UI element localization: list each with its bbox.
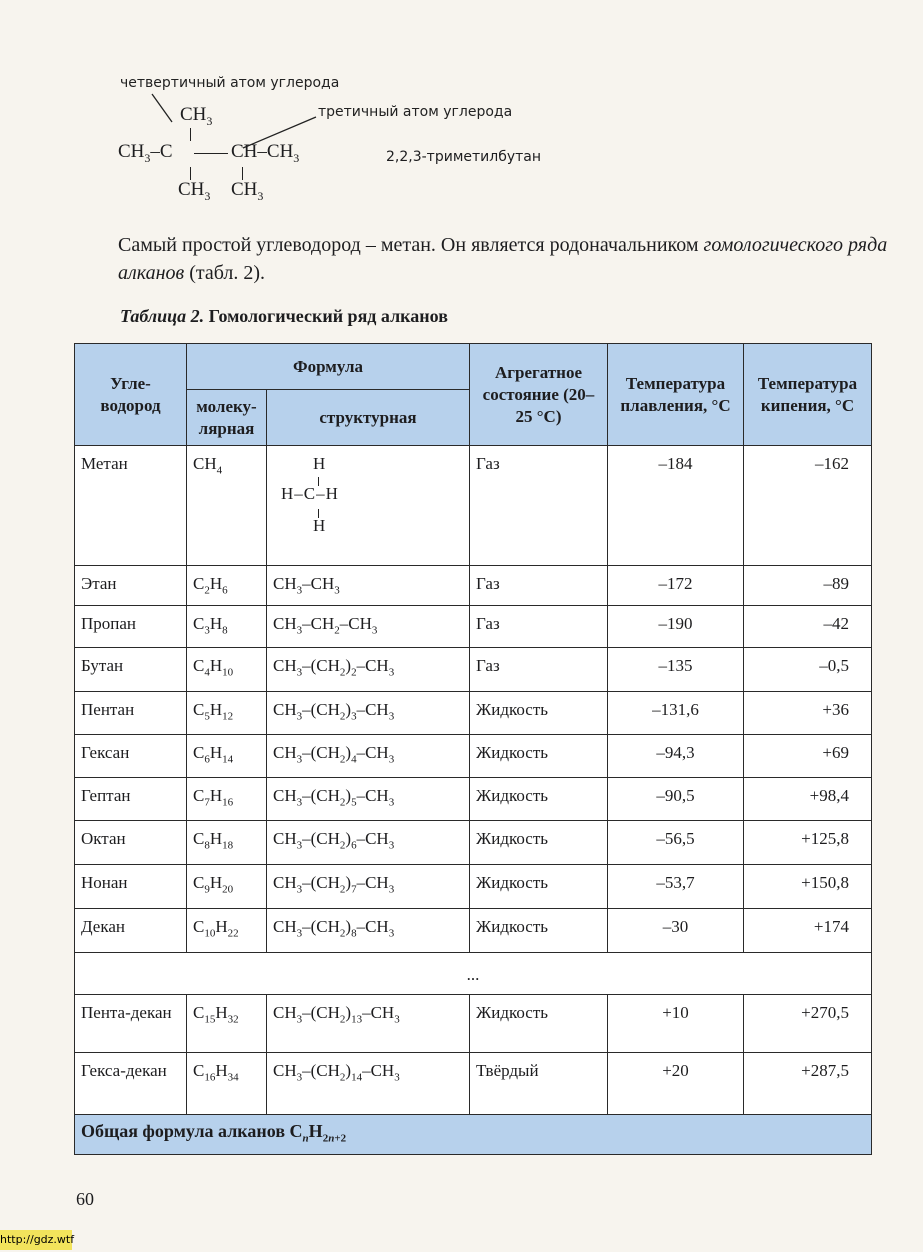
cell-molecular: $C_5H_{12}$ <box>187 692 267 735</box>
cell-boiling: +36 <box>744 692 872 735</box>
table-footer <box>75 1115 872 1155</box>
page-number: 60 <box>76 1189 94 1209</box>
cell-boiling: –162 <box>744 446 872 566</box>
cell-melting: –184 <box>608 446 744 566</box>
cell-boiling: +287,5 <box>744 1053 872 1115</box>
table-row <box>75 865 872 909</box>
header-formula: Формула <box>187 344 470 390</box>
cell-state: Жидкость <box>470 995 608 1053</box>
cell-state: Газ <box>470 566 608 606</box>
table-row <box>75 995 872 1053</box>
cell-structural: $CH_3-(CH_2)_8-CH_3$ <box>267 909 470 953</box>
cell-molecular: $C_3H_8$ <box>187 606 267 648</box>
alkanes-table <box>74 343 872 1155</box>
cell-structural: $CH_3-(CH_2)_5-CH_3$ <box>267 778 470 821</box>
cell-name: Пента-декан <box>75 995 187 1053</box>
cell-boiling: +98,4 <box>744 778 872 821</box>
cell-molecular: $C_9H_{20}$ <box>187 865 267 909</box>
cell-boiling: –89 <box>744 566 872 606</box>
cell-melting: –172 <box>608 566 744 606</box>
table-row <box>75 1053 872 1115</box>
cell-structural: $CH_3-(CH_2)_2-CH_3$ <box>267 648 470 692</box>
cell-structural: $CH_3-(CH_2)_3-CH_3$ <box>267 692 470 735</box>
table-row <box>75 648 872 692</box>
cell-state: Газ <box>470 446 608 566</box>
header-hydrocarbon: Угле-водород <box>75 344 187 446</box>
table-row <box>75 692 872 735</box>
cell-name: Пропан <box>75 606 187 648</box>
cell-structural: $CH_3-(CH_2)_4-CH_3$ <box>267 735 470 778</box>
cell-melting: –90,5 <box>608 778 744 821</box>
cell-boiling: +150,8 <box>744 865 872 909</box>
cell-name: Бутан <box>75 648 187 692</box>
cell-state: Газ <box>470 606 608 648</box>
cell-name: Нонан <box>75 865 187 909</box>
table-row <box>75 606 872 648</box>
cell-state: Газ <box>470 648 608 692</box>
cell-boiling: +174 <box>744 909 872 953</box>
cell-state: Жидкость <box>470 909 608 953</box>
cell-melting: –56,5 <box>608 821 744 865</box>
table-row <box>75 909 872 953</box>
ellipsis-cell: ... <box>75 953 872 995</box>
cell-name: Пентан <box>75 692 187 735</box>
cell-melting: –190 <box>608 606 744 648</box>
cell-name: Этан <box>75 566 187 606</box>
cell-melting: –131,6 <box>608 692 744 735</box>
cell-boiling: –0,5 <box>744 648 872 692</box>
cell-molecular: $C_{16}H_{34}$ <box>187 1053 267 1115</box>
cell-structural: $CH_3-(CH_2)_6-CH_3$ <box>267 821 470 865</box>
table-caption: Таблица 2. Гомологический ряд алканов <box>120 306 448 326</box>
cell-boiling: +69 <box>744 735 872 778</box>
cell-structural: $CH_3-(CH_2)_{14}-CH_3$ <box>267 1053 470 1115</box>
cell-molecular: $C_2H_6$ <box>187 566 267 606</box>
table-row <box>75 566 872 606</box>
cell-molecular: $C_7H_{16}$ <box>187 778 267 821</box>
cell-melting: –94,3 <box>608 735 744 778</box>
cell-name: Декан <box>75 909 187 953</box>
cell-name: Гептан <box>75 778 187 821</box>
cell-name: Метан <box>75 446 187 566</box>
header-melting: Температура плавления, °С <box>608 344 744 446</box>
cell-state: Жидкость <box>470 692 608 735</box>
cell-structural: $CH_3-CH_3$ <box>267 566 470 606</box>
cell-molecular: $C_4H_{10}$ <box>187 648 267 692</box>
cell-state: Жидкость <box>470 865 608 909</box>
cell-structural: $CH_3-(CH_2)_7-CH_3$ <box>267 865 470 909</box>
general-formula: Общая формула алканов $C_nH_{2n+2}$ <box>75 1115 872 1155</box>
table-row <box>75 446 872 566</box>
label-quaternary-carbon: четвертичный атом углерода <box>120 75 340 91</box>
cell-melting: –135 <box>608 648 744 692</box>
cell-name: Гекса-декан <box>75 1053 187 1115</box>
cell-molecular: $C_8H_{18}$ <box>187 821 267 865</box>
label-tertiary-carbon: третичный атом углерода <box>318 104 513 120</box>
label-pointer-lines <box>0 0 923 220</box>
cell-melting: –53,7 <box>608 865 744 909</box>
cell-structural: H H–C–H H <box>267 446 470 566</box>
cell-structural: $CH_3-(CH_2)_{13}-CH_3$ <box>267 995 470 1053</box>
header-state: Агрегатное состояние (20–25 °С) <box>470 344 608 446</box>
cell-name: Гексан <box>75 735 187 778</box>
header-molecular: молеку-лярная <box>187 390 267 446</box>
cell-boiling: –42 <box>744 606 872 648</box>
cell-structural: $CH_3-CH_2-CH_3$ <box>267 606 470 648</box>
header-boiling: Температура кипения, °С <box>744 344 872 446</box>
cell-boiling: +125,8 <box>744 821 872 865</box>
table-row <box>75 821 872 865</box>
cell-molecular: $C_6H_{14}$ <box>187 735 267 778</box>
intro-paragraph: Самый простой углеводород – метан. Он является родоначальником гомологического ряда алканов (табл. 2). <box>118 234 888 284</box>
cell-state: Жидкость <box>470 821 608 865</box>
cell-molecular: $C_{10}H_{22}$ <box>187 909 267 953</box>
table-row <box>75 735 872 778</box>
header-structural: структурная <box>267 390 470 446</box>
cell-state: Жидкость <box>470 735 608 778</box>
cell-melting: –30 <box>608 909 744 953</box>
cell-state: Жидкость <box>470 778 608 821</box>
watermark: http://gdz.wtf <box>0 1230 72 1250</box>
compound-name: 2,2,3-триметилбутан <box>386 149 541 165</box>
cell-molecular: $CH_4$ <box>187 446 267 566</box>
cell-name: Октан <box>75 821 187 865</box>
cell-melting: +10 <box>608 995 744 1053</box>
table-row <box>75 778 872 821</box>
cell-melting: +20 <box>608 1053 744 1115</box>
table-row-ellipsis <box>75 953 872 995</box>
cell-boiling: +270,5 <box>744 995 872 1053</box>
cell-molecular: $C_{15}H_{32}$ <box>187 995 267 1053</box>
cell-state: Твёрдый <box>470 1053 608 1115</box>
